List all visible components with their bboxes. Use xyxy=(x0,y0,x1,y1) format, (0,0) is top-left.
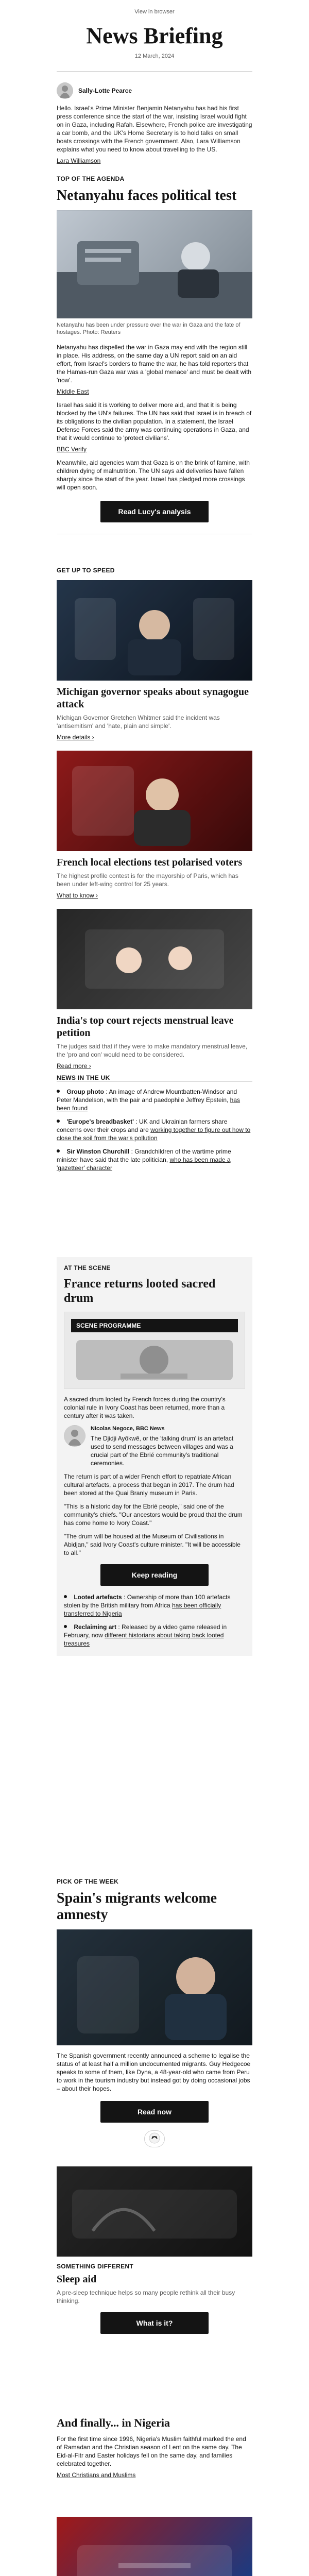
item-more-link-2[interactable]: What to know › xyxy=(57,892,98,899)
uk-bullet-lead-2: 'Europe's breadbasket' xyxy=(66,1118,134,1125)
us-politics-promo xyxy=(57,2517,252,2576)
read-analysis-button[interactable]: Read Lucy's analysis xyxy=(100,501,209,522)
sleep-image xyxy=(57,2166,252,2257)
something-summary: A pre-sleep technique helps so many people rethink all their busy thinking. xyxy=(57,2289,235,2304)
top-agenda-image xyxy=(57,210,252,318)
michigan-image xyxy=(57,580,252,681)
top-of-agenda xyxy=(57,175,252,534)
us-politics-image xyxy=(57,2517,252,2576)
and-finally xyxy=(57,2416,252,2479)
get-up-to-speed xyxy=(57,567,252,1082)
section-kicker-something: SOMETHING DIFFERENT xyxy=(57,2263,134,2270)
item-summary-1: Michigan Governor Gretchen Whitmer said the incident was 'antisemitism' and 'hate, plain and simple'. xyxy=(57,714,220,730)
pick-headline: Spain's migrants welcome amnesty xyxy=(57,1890,217,1923)
feature-panel xyxy=(57,1257,252,1656)
item-summary-2: The highest profile contest is for the mayorship of Paris, which has been under left-wing control for 25 years. xyxy=(57,872,238,888)
item-headline-1: Michigan governor speaks about synagogue attack xyxy=(57,686,249,710)
feature-body-2: The Djidji Ayôkwê, or the 'talking drum' is an artefact used to send messages between villages and was a crucial part of the Ebrié community's traditional ceremonies. xyxy=(91,1435,234,1467)
uk-bullet-text-2: : UK and Ukrainian farmers share concerns over their crops and are xyxy=(57,1118,228,1133)
view-in-browser-link[interactable]: View in browser xyxy=(134,9,175,15)
author-name: Sally-Lotte Pearce xyxy=(78,87,132,94)
uk-bullet-link-2[interactable]: working together to figure out how to close the soil from the war's pollution xyxy=(57,1126,251,1142)
read-now-button[interactable]: Read now xyxy=(100,2101,209,2123)
feature-bullet-lead-1: Looted artefacts xyxy=(74,1594,122,1601)
something-headline: Sleep aid xyxy=(57,2274,97,2285)
pick-body: The Spanish government recently announced a scheme to legalise the status of at least half a million undocumented migrants. Guy Hedgecoe speaks to some of them, like Dyna, a 48-year-old who came from Peru to work in the tourism industry but instead got by doing occasional jobs – about their hopes. xyxy=(57,2052,251,2092)
feature-bullet-lead-2: Reclaiming art xyxy=(74,1623,117,1631)
newsletter-date: 12 March, 2024 xyxy=(134,53,175,59)
uk-bullet-link-3[interactable]: who has been made a 'gazetteer' character xyxy=(57,1156,231,1172)
item-summary-3: The judges said that if they were to make mandatory menstrual leave, the 'pro and con' would need to be considered. xyxy=(57,1043,248,1058)
india-court-image xyxy=(57,909,252,1009)
uk-bullet-lead-3: Sir Winston Churchill xyxy=(66,1148,130,1155)
and-finally-link[interactable]: Most Christians and Muslims xyxy=(57,2471,136,2479)
news-in-uk xyxy=(57,1074,252,1172)
bullet-dot xyxy=(64,1595,67,1598)
feature-body-3: The return is part of a wider French effort to repatriate African cultural artefacts, a process that began in 2017. The drum had been stored at the Quai Branly museum in Paris. xyxy=(64,1473,234,1497)
feature-headline: France returns looted sacred drum xyxy=(64,1277,216,1305)
feature-bullet-link-2[interactable]: different historians about taking back looted treasures xyxy=(64,1632,224,1647)
something-different xyxy=(57,2166,252,2334)
pick-image xyxy=(57,1929,252,2045)
french-elections-image xyxy=(57,751,252,851)
uk-bullet-text-3: : Grandchildren of the wartime prime minister have said that the late politician, xyxy=(57,1148,231,1163)
feature-kicker: AT THE SCENE xyxy=(64,1264,111,1272)
uk-bullet-link-1[interactable]: has been found xyxy=(57,1096,241,1112)
section-kicker-pick: PICK OF THE WEEK xyxy=(57,1878,119,1885)
uk-bullet-text-1: : An image of Andrew Mountbatten-Windsor and Peter Mandelson, with the pair and paedophile Jeffrey Epstein, xyxy=(57,1088,237,1104)
intro-text: Hello. Israel's Prime Minister Benjamin Netanyahu has had his first press conference since the start of the war, insisting Israel would fight on in Gaza, including Rafah. Elsewhere, French police are investigating a car bomb, and the UK's Home Secretary is to hold talks on small boats crossings with the French government. Also, Lara Williamson explains what you need to know about travelling to the US. xyxy=(57,105,252,153)
author-avatar xyxy=(64,1425,85,1447)
section-kicker-news-uk: NEWS IN THE UK xyxy=(57,1074,110,1081)
and-finally-body: For the first time since 1996, Nigeria's Muslim faithful marked the end of Ramadan and the Christian season of Lent on the same day. The Eid-al-Fitr and Easter holidays fell on the same day, and families celebrated together. xyxy=(57,2435,246,2467)
headline-top-agenda: Netanyahu faces political test xyxy=(57,188,237,204)
feature-body-4: "This is a historic day for the Ebrié people," said one of the community's chiefs. "Our ancestors would be proud that the drum has come home to Ivory Coast." xyxy=(64,1503,243,1527)
masthead xyxy=(57,23,252,72)
feature-image xyxy=(64,1312,245,1389)
interstitial-icon xyxy=(57,2130,252,2147)
bullet-dot xyxy=(57,1120,60,1123)
item-more-link-3[interactable]: Read more › xyxy=(57,1062,91,1070)
top-agenda-link-2[interactable]: BBC Verify xyxy=(57,446,87,453)
top-agenda-body-3: Meanwhile, aid agencies warn that Gaza is on the brink of famine, with children dying of malnutrition. The UN says aid deliveries have fallen sharply since the start of the year. Israel has pledged more crossings will open soon. xyxy=(57,459,250,491)
and-finally-headline: And finally... in Nigeria xyxy=(57,2416,170,2429)
feature-byline: Nicolas Negoce, BBC News xyxy=(91,1426,165,1432)
intro-block xyxy=(57,82,252,165)
top-agenda-body-1: Netanyahu has dispelled the war in Gaza may end with the region still in place. His address, on the same day a UN report said on an aid effort, from Israel's borders to frame the war, he has told reporters that the Hamas-run Gaza war was a 'global menace' and must be dealt with 'now'. xyxy=(57,344,252,384)
what-is-it-button[interactable]: What is it? xyxy=(100,2312,209,2334)
top-agenda-link-1[interactable]: Middle East xyxy=(57,388,89,395)
bullet-dot xyxy=(57,1090,60,1093)
item-headline-3: India's top court rejects menstrual leave petition xyxy=(57,1015,234,1039)
intro-link[interactable]: Lara Williamson xyxy=(57,157,101,164)
bullet-dot xyxy=(64,1625,67,1628)
divider xyxy=(57,71,252,72)
feature-bullet-text-1: : Ownership of more than 100 artefacts stolen by the British military from Africa xyxy=(64,1594,231,1609)
newsletter-title: News Briefing xyxy=(86,23,223,48)
top-agenda-caption: Netanyahu has been under pressure over the war in Gaza and the fate of hostages. Photo: Reuters xyxy=(57,322,241,335)
feature-bullet-link-1[interactable]: has been officially transferred to Nigeria xyxy=(64,1602,221,1617)
top-agenda-body-2: Israel has said it is working to deliver more aid, and that it is being blocked by the UN's failures. The UN has said that Israel is in breach of its obligations to the civilian population. In a statement, the Israel Defense Forces said the army was continuing operations in Gaza, and that it would continue to 'protect civilians'. xyxy=(57,401,252,442)
feature-overlay-title: SCENE PROGRAMME xyxy=(71,1319,238,1332)
feature-body-5: "The drum will be housed at the Museum of Civilisations in Abidjan," said Ivory Coast's culture minister. "It will be accessible to all." xyxy=(64,1533,241,1556)
feature-body-1: A sacred drum looted by French forces during the country's colonial rule in Ivory Coast has been returned, more than a century after it was taken. xyxy=(64,1396,226,1419)
item-headline-2: French local elections test polarised voters xyxy=(57,857,243,868)
pick-of-week xyxy=(57,1878,252,2123)
avatar xyxy=(57,82,73,99)
section-kicker-top-agenda: TOP OF THE AGENDA xyxy=(57,175,125,182)
section-kicker-get-up-to-speed: GET UP TO SPEED xyxy=(57,567,115,574)
keep-reading-button[interactable]: Keep reading xyxy=(100,1564,209,1586)
bullet-dot xyxy=(57,1149,60,1153)
icon-badge xyxy=(144,2130,165,2147)
uk-bullet-lead-1: Group photo xyxy=(66,1088,104,1095)
item-more-link-1[interactable]: More details › xyxy=(57,734,94,741)
feature-bullet-text-2: : Released by a video game released in February, now xyxy=(64,1623,227,1639)
view-in-browser-row xyxy=(57,8,252,15)
